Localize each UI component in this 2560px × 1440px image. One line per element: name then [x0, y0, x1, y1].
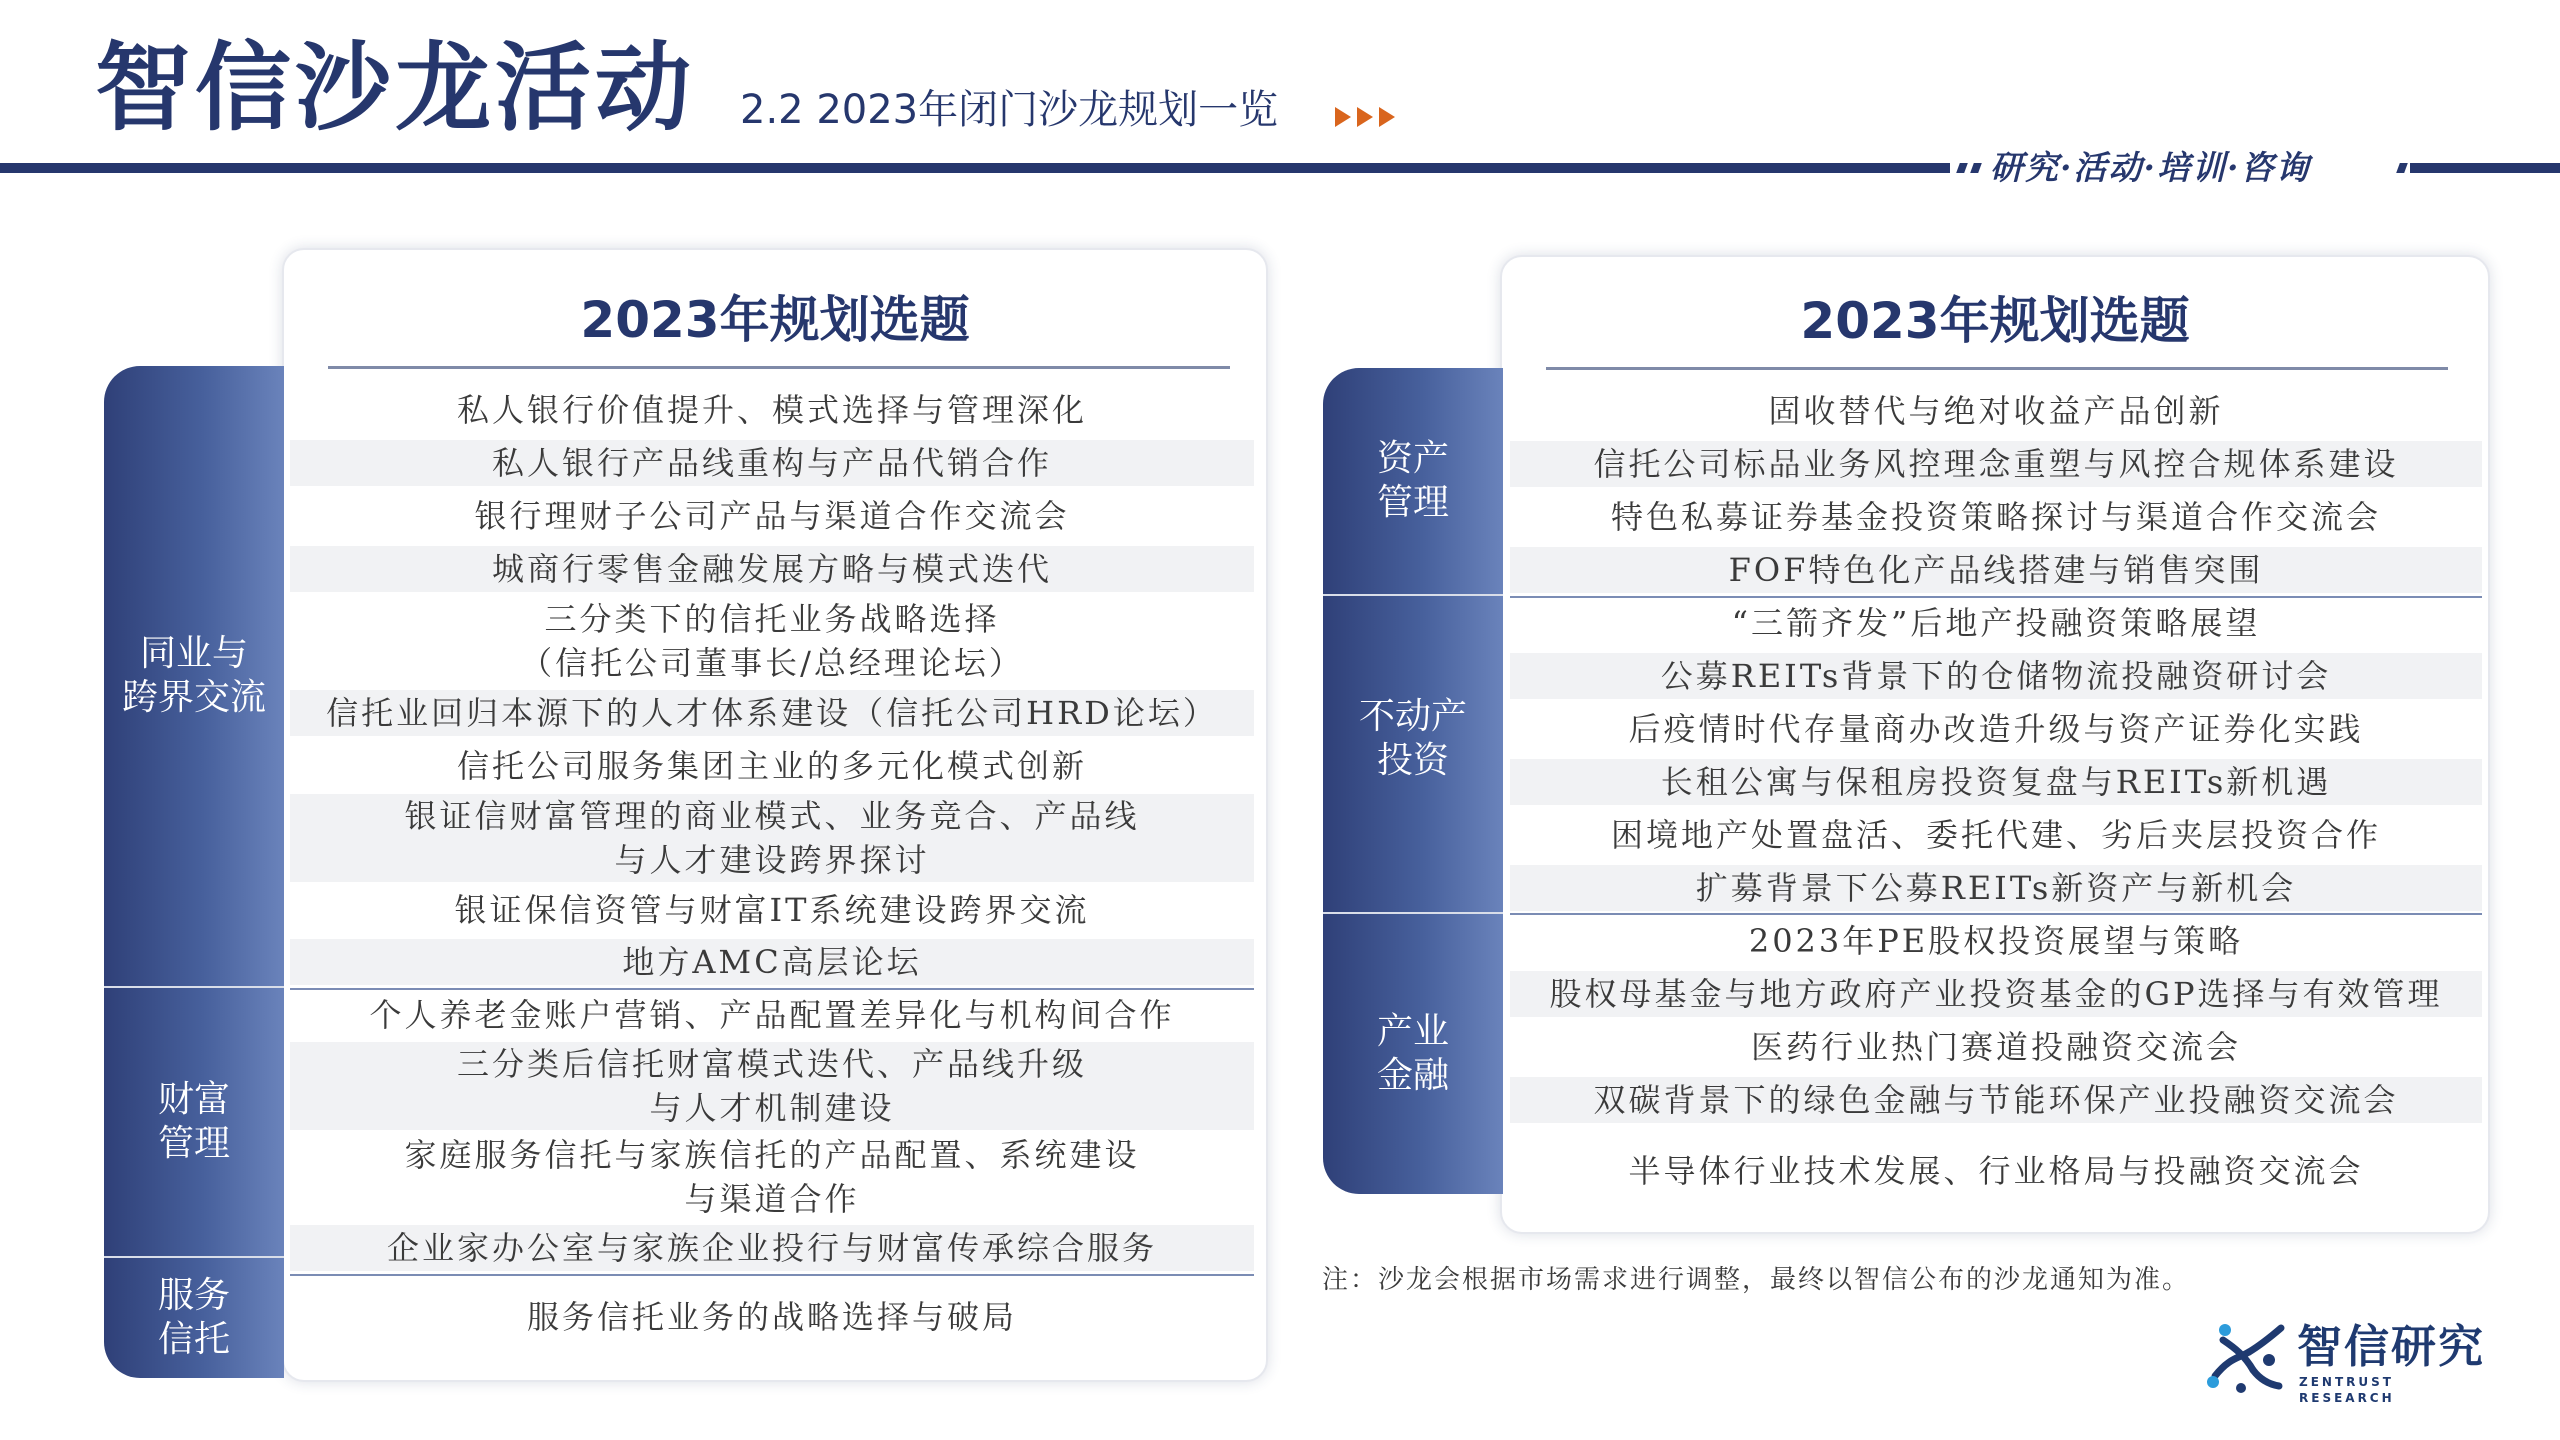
topic-row: 公募REITs背景下的仓储物流投融资研讨会	[1510, 653, 2482, 699]
header-rule-tick	[2396, 163, 2408, 173]
topic-row: “三箭齐发”后地产投融资策略展望	[1731, 604, 2261, 642]
footnote: 注：沙龙会根据市场需求进行调整，最终以智信公布的沙龙通知为准。	[1322, 1265, 2191, 1295]
header-rule	[0, 163, 1950, 173]
topic-row: 三分类下的信托业务战略选择 （信托公司董事长/总经理论坛）	[520, 600, 1024, 682]
page-subtitle: 2.2 2023年闭门沙龙规划一览	[740, 87, 1279, 133]
topic-row: 银证保信资管与财富IT系统建设跨界交流	[454, 891, 1090, 929]
topic-row: 股权母基金与地方政府产业投资基金的GP选择与有效管理	[1510, 971, 2482, 1017]
left-panel-title-underline	[328, 366, 1230, 369]
topic-row: 地方AMC高层论坛	[290, 939, 1254, 985]
triple-arrow-icon	[1335, 107, 1401, 129]
topic-row: 半导体行业技术发展、行业格局与投融资交流会	[1628, 1152, 2364, 1190]
topic-row: 信托业回归本源下的人才体系建设（信托公司HRD论坛）	[290, 690, 1254, 736]
topic-row: 私人银行产品线重构与产品代销合作	[290, 440, 1254, 486]
page-title: 智信沙龙活动	[95, 32, 695, 144]
right-panel-title-underline	[1546, 367, 2448, 370]
topic-row: 银证信财富管理的商业模式、业务竞合、产品线 与人才建设跨界探讨	[290, 794, 1254, 882]
topic-row: 信托公司服务集团主业的多元化模式创新	[456, 747, 1087, 785]
category-label: 产业 金融	[1376, 1011, 1449, 1096]
group-separator	[290, 1274, 1254, 1276]
group-separator	[1510, 596, 2482, 598]
topic-row: 扩募背景下公募REITs新资产与新机会	[1510, 865, 2482, 911]
category-service-trust	[104, 1258, 284, 1378]
topic-row: 三分类后信托财富模式迭代、产品线升级 与人才机制建设	[290, 1042, 1254, 1130]
topic-row: 医药行业热门赛道投融资交流会	[1750, 1028, 2241, 1066]
topic-row: 固收替代与绝对收益产品创新	[1768, 392, 2224, 430]
category-industry-finance	[1323, 914, 1503, 1194]
category-interbank	[104, 366, 284, 986]
category-real-estate	[1323, 596, 1503, 882]
topic-row: 服务信托业务的战略选择与破局	[526, 1298, 1017, 1336]
category-label: 不动产 投资	[1358, 696, 1467, 781]
category-label: 服务 信托	[157, 1275, 230, 1360]
topic-row: 2023年PE股权投资展望与策略	[1748, 922, 2244, 960]
header-rule-right	[2410, 163, 2560, 173]
logo-subtitle: ZENTRUST RESEARCH	[2299, 1375, 2395, 1405]
logo-name: 智信研究	[2297, 1320, 2486, 1373]
tagline: 研究·活动·培训·咨询	[1990, 148, 2311, 187]
topic-row: 特色私募证券基金投资策略探讨与渠道合作交流会	[1610, 498, 2381, 536]
topic-row: 私人银行价值提升、模式选择与管理深化	[456, 391, 1087, 429]
category-wealth	[104, 988, 284, 1256]
right-category-sidebar	[1323, 368, 1503, 1194]
topic-row: 企业家办公室与家族企业投行与财富传承综合服务	[290, 1225, 1254, 1271]
group-separator	[290, 988, 1254, 990]
topic-row: 长租公寓与保租房投资复盘与REITs新机遇	[1510, 759, 2482, 805]
left-panel-title: 2023年规划选题	[580, 291, 970, 349]
topic-row: 城商行零售金融发展方略与模式迭代	[290, 546, 1254, 592]
topic-row: 信托公司标品业务风控理念重塑与风控合规体系建设	[1510, 441, 2482, 487]
header-rule-tick	[1956, 163, 1968, 173]
left-category-sidebar	[104, 366, 284, 1378]
topic-row: 家庭服务信托与家族信托的产品配置、系统建设 与渠道合作	[404, 1136, 1140, 1218]
topic-row: 双碳背景下的绿色金融与节能环保产业投融资交流会	[1510, 1077, 2482, 1123]
category-label: 同业与 跨界交流	[121, 633, 266, 718]
group-separator	[1510, 913, 2482, 915]
category-label: 资产 管理	[1376, 438, 1449, 523]
topic-row: FOF特色化产品线搭建与销售突围	[1510, 547, 2482, 593]
zentrust-logo-icon	[2205, 1318, 2289, 1394]
right-panel-title: 2023年规划选题	[1800, 292, 2190, 350]
topic-row: 后疫情时代存量商办改造升级与资产证券化实践	[1628, 710, 2364, 748]
topic-row: 银行理财子公司产品与渠道合作交流会	[474, 497, 1070, 535]
topic-row: 个人养老金账户营销、产品配置差异化与机构间合作	[369, 996, 1175, 1034]
category-asset-management	[1323, 368, 1503, 594]
topic-row: 困境地产处置盘活、委托代建、劣后夹层投资合作	[1610, 816, 2381, 854]
header-rule-tick	[1970, 163, 1982, 173]
category-label: 财富 管理	[157, 1079, 230, 1164]
zentrust-logo	[2205, 1318, 2495, 1405]
